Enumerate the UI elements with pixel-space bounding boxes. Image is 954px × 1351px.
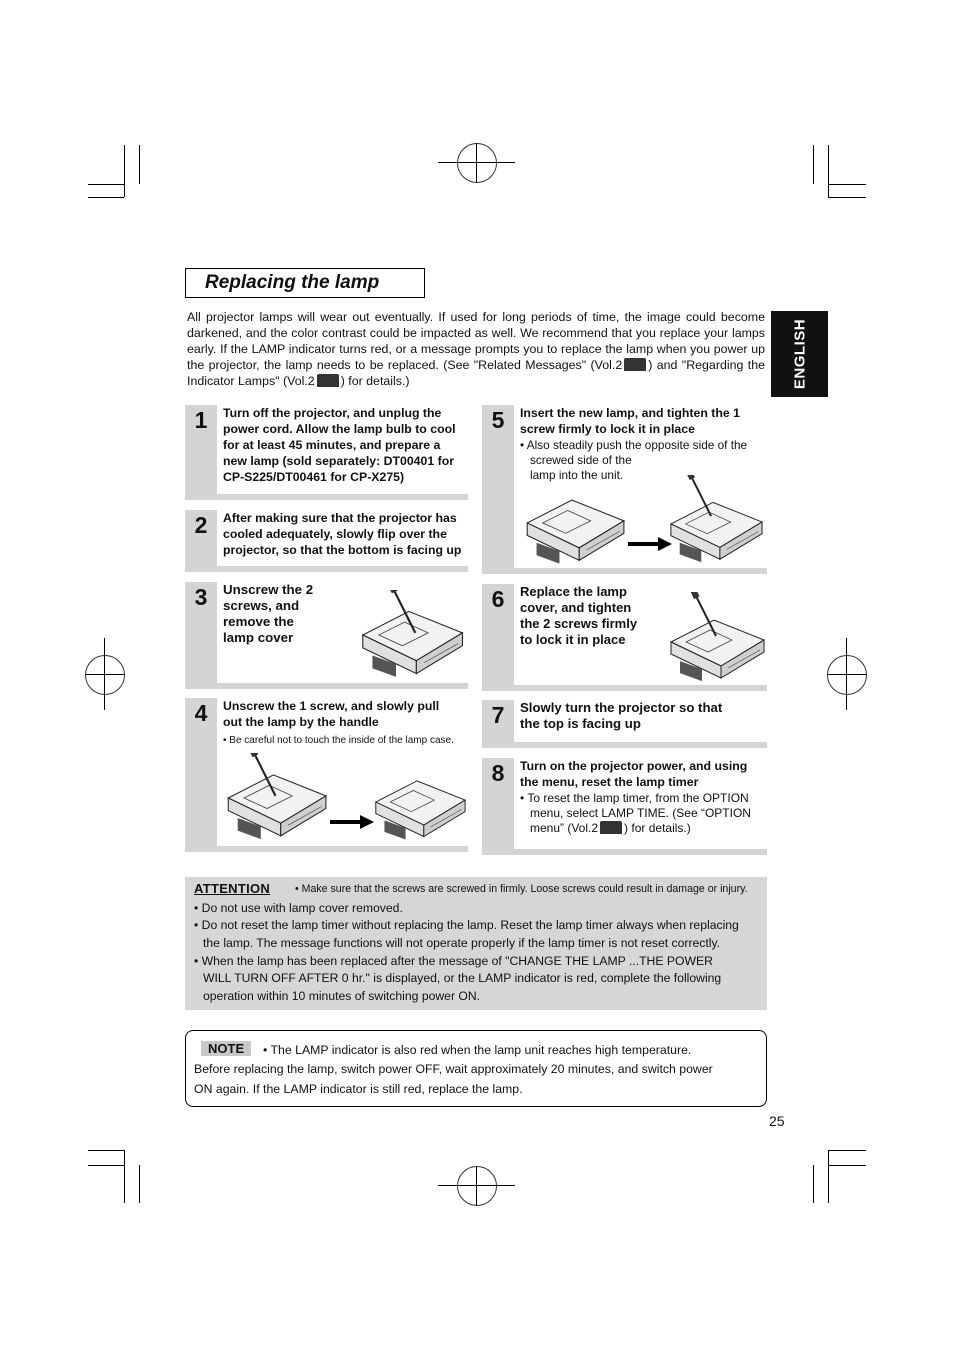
arrow-icon — [330, 815, 374, 829]
attention-line: • Do not use with lamp cover removed. — [194, 901, 403, 915]
step-number: 5 — [491, 407, 505, 433]
intro-line: the projector, the lamp needs to be replaced. (See "Related Messages" (Vol.2 — [187, 358, 623, 372]
step-8 — [482, 758, 767, 855]
step-2 — [185, 510, 468, 572]
step-heading: Turn on the projector power, and using the menu, reset the lamp timer — [520, 759, 748, 789]
book-icon — [624, 358, 646, 371]
crop-mark — [828, 197, 866, 198]
crop-mark — [828, 1150, 866, 1151]
step-number: 3 — [194, 584, 208, 610]
section-title: Replacing the lamp — [205, 272, 380, 293]
crop-mark — [124, 1150, 125, 1203]
step-number: 6 — [491, 586, 505, 612]
step-1 — [185, 405, 468, 500]
step-heading: Unscrew the 1 screw, and slowly pull out the lamp by the handle — [223, 699, 440, 729]
step-note: • Also steadily push the opposite side of the screwed side of the lamp into the unit. — [520, 438, 748, 482]
crop-mark — [813, 145, 814, 184]
projector-illustration — [666, 475, 764, 565]
step-heading: Replace the lamp cover, and tighten the 2 screws firmly to lock it in place — [520, 584, 638, 647]
projector-illustration — [371, 760, 467, 844]
attention-line: the lamp. The message functions will not operate properly if the lamp timer is not reset correctly. — [203, 936, 721, 950]
note-label: NOTE — [201, 1041, 251, 1056]
note-line: • The LAMP indicator is also red when the lamp unit reaches high temperature. — [263, 1043, 692, 1057]
attention-line: • Make sure that the screws are screwed in firmly. Loose screws could result in damage or injury. — [295, 883, 748, 895]
note-line: Before replacing the lamp, switch power OFF, wait approximately 20 minutes, and switch power — [194, 1062, 713, 1076]
crop-mark — [88, 184, 124, 185]
projector-illustration — [522, 485, 626, 565]
crop-mark — [104, 638, 105, 710]
step-5 — [482, 405, 767, 574]
language-tab-label: ENGLISH — [791, 318, 808, 390]
projector-illustration — [357, 590, 465, 680]
crop-mark — [139, 1165, 140, 1203]
step-3 — [185, 582, 468, 689]
projector-illustration — [666, 592, 766, 684]
crop-mark — [813, 1165, 814, 1203]
step-6 — [482, 584, 767, 691]
projector-illustration — [223, 753, 328, 843]
registration-mark — [827, 655, 867, 695]
step-number: 7 — [491, 702, 505, 728]
intro-line: All projector lamps will wear out eventually. If used for long periods of time, the image could become — [187, 310, 765, 324]
crop-mark — [476, 1166, 477, 1206]
book-icon — [317, 374, 339, 387]
crop-mark — [88, 1150, 124, 1151]
step-4 — [185, 698, 468, 852]
note-line: ON again. If the LAMP indicator is still red, replace the lamp. — [194, 1082, 523, 1096]
crop-mark — [828, 1150, 829, 1203]
attention-label: ATTENTION — [194, 881, 271, 896]
step-note: • Be careful not to touch the inside of the lamp case. — [223, 735, 454, 746]
step-heading: Turn off the projector, and unplug the power cord. Allow the lamp bulb to cool for at least 45 minutes, and prepare a new lamp (sold separately: DT00401 for CP-S225/DT00461 for CP-X275) — [223, 406, 456, 484]
crop-mark — [85, 674, 125, 675]
step-number: 2 — [194, 512, 208, 538]
step-heading: Unscrew the 2 screws, and remove the lamp cover — [223, 582, 314, 645]
crop-mark — [846, 638, 847, 710]
crop-mark — [476, 143, 477, 183]
crop-mark — [88, 197, 124, 198]
intro-line: ) for details.) — [340, 374, 410, 388]
step-note: • To reset the lamp timer, from the OPTION menu, select LAMP TIME. (See “OPTION menu” (Vol.2 ) for details.) — [520, 791, 751, 835]
crop-mark — [828, 1165, 866, 1166]
step-heading: Insert the new lamp, and tighten the 1 screw firmly to lock it in place — [520, 406, 741, 436]
crop-mark — [139, 145, 140, 184]
attention-line: operation within 10 minutes of switching power ON. — [203, 989, 481, 1003]
step-number: 1 — [194, 407, 208, 433]
step-number: 8 — [491, 760, 505, 786]
step-number: 4 — [194, 700, 208, 726]
section-title-box — [185, 268, 425, 298]
crop-mark — [828, 145, 829, 197]
step-heading: Slowly turn the projector so that the top is facing up — [520, 700, 723, 731]
registration-mark — [85, 655, 125, 695]
crop-mark — [124, 145, 125, 197]
intro-line: Indicator Lamps" (Vol.2 — [187, 374, 315, 388]
intro-line: ) and "Regarding the — [648, 358, 765, 372]
registration-mark — [457, 1166, 497, 1206]
registration-mark — [457, 143, 497, 183]
attention-line: • Do not reset the lamp timer without replacing the lamp. Reset the lamp timer always when replacing — [194, 918, 739, 932]
attention-line: WILL TURN OFF AFTER 0 hr." is displayed, or the LAMP indicator is red, complete the following — [203, 971, 722, 985]
page-number: 25 — [769, 1113, 785, 1129]
attention-box — [185, 877, 767, 1010]
language-tab — [771, 311, 828, 397]
crop-mark — [827, 674, 867, 675]
intro-line: darkened, and the color contrast could be impacted as well. We recommend that you replace your lamps — [187, 326, 765, 340]
attention-line: • When the lamp has been replaced after the message of "CHANGE THE LAMP ...THE POWER — [194, 954, 713, 968]
step-heading: After making sure that the projector has cooled adequately, slowly flip over the projector, so that the bottom is facing up — [223, 511, 462, 557]
crop-mark — [88, 1165, 124, 1166]
crop-mark — [828, 184, 866, 185]
intro-paragraph — [187, 309, 765, 389]
book-icon — [600, 821, 622, 834]
intro-line: early. If the LAMP indicator turns red, or a message prompts you to replace the lamp when you power up — [187, 342, 765, 356]
note-box — [185, 1030, 767, 1107]
step-7 — [482, 700, 767, 748]
